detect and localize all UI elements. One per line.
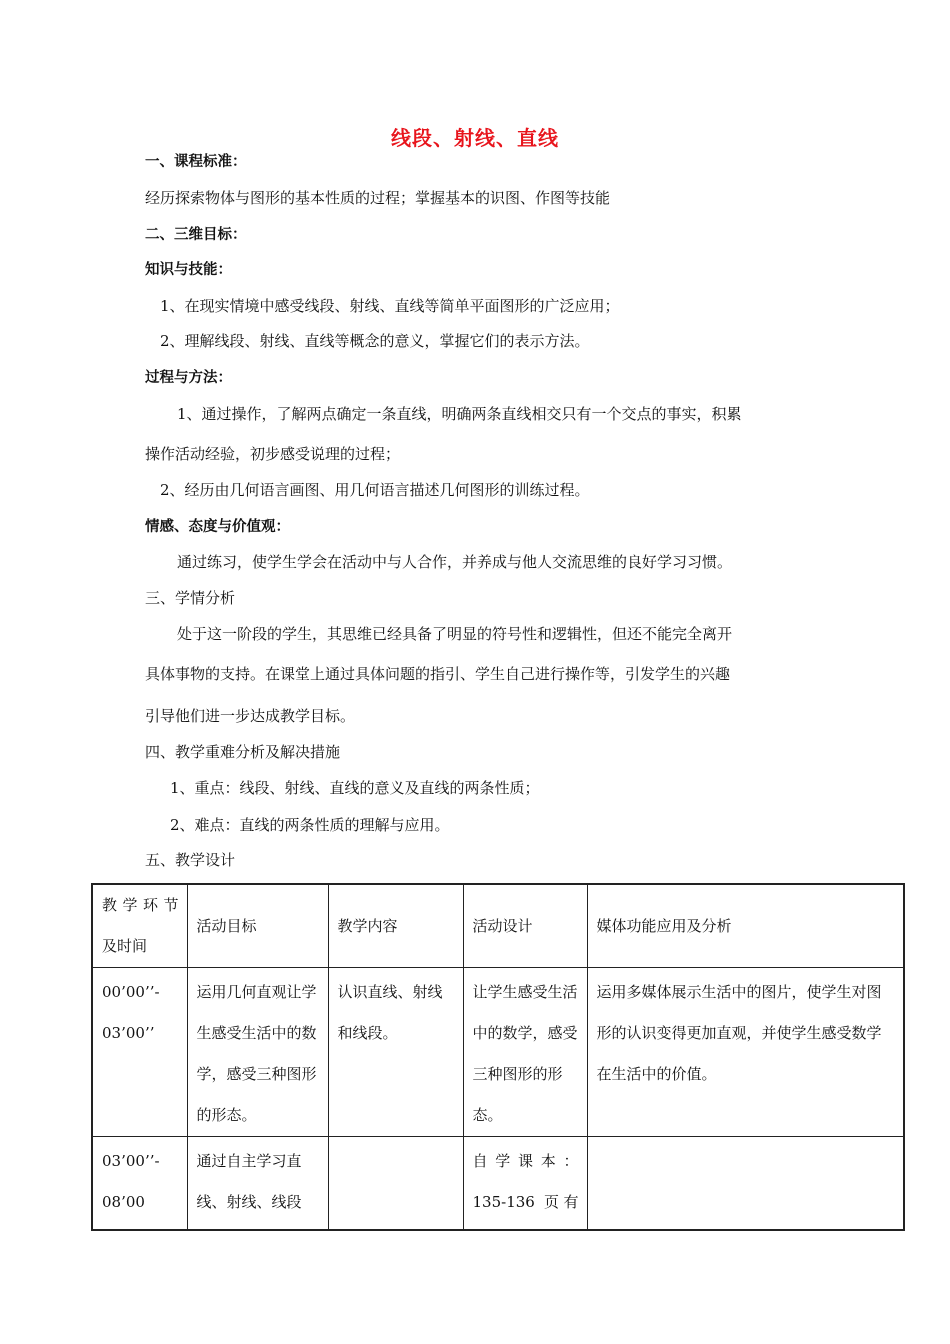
row2-media bbox=[587, 1137, 904, 1231]
header-stage-line-2: 及时间 bbox=[102, 937, 148, 955]
row1-media: 运用多媒体展示生活中的图片，使学生对图形的认识变得更加直观，并使学生感受数学在生活中的价值。 bbox=[587, 968, 904, 1137]
row1-time bbox=[92, 968, 187, 1137]
process-item-2: 2、经历由几何语言画图、用几何语言描述几何图形的训练过程。 bbox=[160, 481, 590, 499]
row1-activity: 让学生感受生活中的数学，感受三种图形的形态。 bbox=[463, 968, 587, 1137]
row1-content: 认识直线、射线和线段。 bbox=[328, 968, 463, 1137]
row2-activity-line-1: 自学课本： bbox=[472, 1152, 579, 1170]
row2-content bbox=[328, 1137, 463, 1231]
row2-goal: 通过自主学习直线、射线、线段 bbox=[187, 1137, 328, 1231]
header-goal: 活动目标 bbox=[187, 884, 328, 968]
row2-time-line-2: 08’00 bbox=[102, 1193, 145, 1211]
knowledge-item-1: 1、在现实情境中感受线段、射线、直线等简单平面图形的广泛应用； bbox=[160, 297, 620, 315]
header-media: 媒体功能应用及分析 bbox=[587, 884, 904, 968]
difficult-point: 2、难点：直线的两条性质的理解与应用。 bbox=[170, 816, 450, 834]
page-title: 线段、射线、直线 bbox=[391, 126, 559, 150]
process-item-1-line-2: 操作活动经验，初步感受说理的过程； bbox=[145, 445, 401, 463]
row2-activity bbox=[463, 1137, 587, 1231]
row2-time bbox=[92, 1137, 187, 1231]
section-5-heading: 五、教学设计 bbox=[145, 851, 236, 869]
section-1-heading: 一、课程标准： bbox=[145, 154, 247, 170]
knowledge-item-2: 2、理解线段、射线、直线等概念的意义，掌握它们的表示方法。 bbox=[160, 332, 590, 350]
teaching-design-table bbox=[91, 883, 905, 1231]
knowledge-heading: 知识与技能： bbox=[145, 262, 232, 278]
learner-analysis-line-3: 引导他们进一步达成教学目标。 bbox=[145, 707, 356, 725]
table-row bbox=[92, 1137, 904, 1231]
header-content: 教学内容 bbox=[328, 884, 463, 968]
section-1-text: 经历探索物体与图形的基本性质的过程；掌握基本的识图、作图等技能 bbox=[145, 189, 611, 207]
row2-time-line-1: 03’00’’- bbox=[102, 1152, 160, 1170]
row2-activity-line-2: 135-136 页有 bbox=[472, 1193, 579, 1211]
process-heading: 过程与方法： bbox=[145, 370, 232, 386]
section-2-heading: 二、三维目标： bbox=[145, 227, 247, 243]
header-stage-line-1: 教学环节 bbox=[102, 896, 179, 914]
learner-analysis-line-1: 处于这一阶段的学生，其思维已经具备了明显的符号性和逻辑性，但还不能完全离开 bbox=[177, 625, 733, 643]
header-activity: 活动设计 bbox=[463, 884, 587, 968]
process-item-1-line-1: 1、通过操作，了解两点确定一条直线，明确两条直线相交只有一个交点的事实，积累 bbox=[177, 405, 742, 423]
table-row bbox=[92, 968, 904, 1137]
emotion-text: 通过练习，使学生学会在活动中与人合作，并养成与他人交流思维的良好学习习惯。 bbox=[177, 553, 733, 571]
row1-goal: 运用几何直观让学生感受生活中的数学，感受三种图形的形态。 bbox=[187, 968, 328, 1137]
emotion-heading: 情感、态度与价值观： bbox=[145, 519, 290, 535]
row1-time-line-2: 03’00’’ bbox=[102, 1024, 155, 1042]
table-header-row bbox=[92, 884, 904, 968]
header-stage bbox=[92, 884, 187, 968]
section-4-heading: 四、教学重难分析及解决措施 bbox=[145, 743, 341, 761]
section-3-heading: 三、学情分析 bbox=[145, 589, 236, 607]
row1-time-line-1: 00’00’’- bbox=[102, 983, 160, 1001]
learner-analysis-line-2: 具体事物的支持。在课堂上通过具体问题的指引、学生自己进行操作等，引发学生的兴趣 bbox=[145, 665, 731, 683]
key-point: 1、重点：线段、射线、直线的意义及直线的两条性质； bbox=[170, 779, 540, 797]
